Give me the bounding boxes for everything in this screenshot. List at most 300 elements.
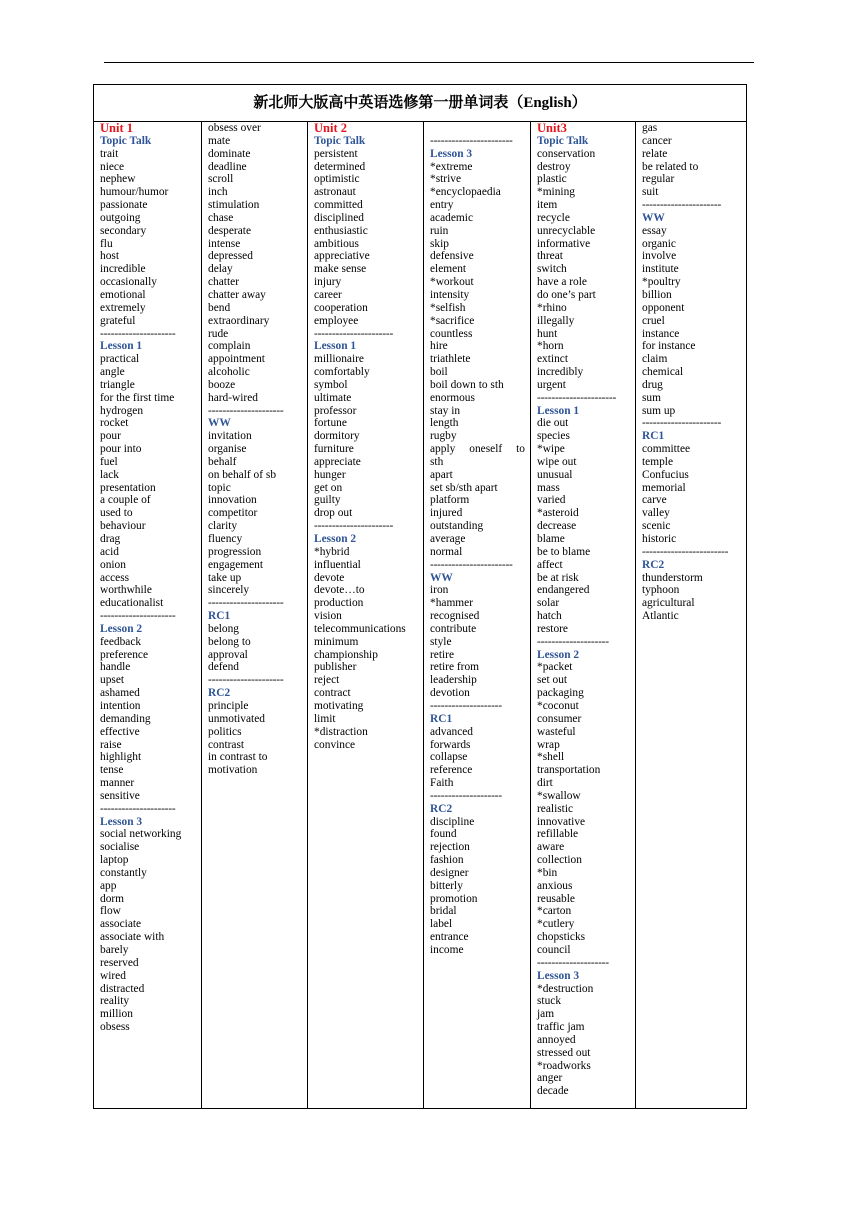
word-entry: upset [100, 674, 125, 687]
word-entry: belong to [208, 635, 251, 648]
word-entry: preference [100, 648, 149, 661]
word-entry: rude [208, 327, 229, 340]
word-entry: million [100, 1008, 133, 1021]
word-entry: outgoing [100, 211, 141, 224]
section-divider: ---------------------- [314, 520, 394, 533]
word-entry: urgent [537, 378, 566, 391]
word-entry: blame [537, 533, 565, 545]
word-entry: politics [208, 725, 242, 738]
word-entry: fortune [314, 417, 347, 430]
word-entry: affect [537, 558, 563, 571]
word-entry: normal [430, 545, 463, 558]
word-entry: opponent [642, 301, 685, 314]
word-entry: innovation [208, 494, 257, 507]
word-entry: forwards [430, 738, 471, 751]
word-entry: ultimate [314, 391, 352, 404]
word-entry: stimulation [208, 199, 260, 212]
word-entry: angle [100, 366, 125, 379]
word-entry: appreciative [314, 250, 370, 263]
word-entry: obsess [100, 1021, 130, 1034]
word-entry: take up [208, 571, 242, 584]
word-entry: barely [100, 944, 129, 956]
word-entry: hire [430, 340, 448, 353]
word-entry: entry [430, 199, 454, 212]
word-entry: conservation [537, 147, 596, 160]
word-entry: leadership [430, 674, 477, 687]
word-entry: secondary [100, 224, 147, 237]
word-entry: triathlete [430, 353, 471, 366]
word-entry: temple [642, 455, 673, 468]
word-entry: innovative [537, 815, 586, 828]
word-entry: *extreme [430, 160, 473, 173]
word-entry: designer [430, 866, 469, 879]
word-entry: unusual [537, 468, 573, 481]
word-entry: platform [430, 494, 470, 507]
word-entry: niece [100, 160, 125, 173]
word-entry: lack [100, 468, 119, 481]
word-entry: nephew [100, 173, 136, 186]
word-entry: influential [314, 558, 361, 571]
section-divider: ------------------------ [642, 545, 729, 558]
section-heading: RC2 [430, 802, 453, 815]
word-entry: endangered [537, 584, 590, 597]
word-entry: informative [537, 237, 591, 250]
word-entry: intense [208, 237, 241, 250]
word-entry: social networking [100, 828, 182, 841]
column-6 [636, 122, 748, 1108]
word-entry: guilty [314, 494, 341, 507]
word-entry: chatter [208, 276, 239, 289]
word-entry: app [100, 879, 117, 892]
word-entry: *hybrid [314, 545, 350, 558]
word-entry: suit [642, 186, 659, 199]
word-entry: behalf [208, 455, 237, 468]
word-entry: sth [430, 455, 444, 468]
word-entry: demanding [100, 712, 151, 725]
word-entry: drag [100, 533, 121, 545]
word-entry: publisher [314, 661, 357, 674]
word-entry: claim [642, 353, 668, 366]
section-divider: -------------------- [537, 635, 609, 648]
word-entry: *destruction [537, 982, 594, 995]
section-divider: ----------------------- [430, 558, 513, 571]
word-entry: stay in [430, 404, 461, 417]
word-entry: have a role [537, 276, 587, 289]
word-entry: invitation [208, 430, 252, 443]
word-entry: recognised [430, 610, 480, 623]
word-entry: *strive [430, 173, 462, 186]
word-entry: be at risk [537, 571, 579, 584]
word-entry: skip [430, 237, 449, 250]
word-entry: involve [642, 250, 677, 263]
word-entry: anger [537, 1072, 563, 1085]
word-entry: retire from [430, 661, 480, 674]
word-entry: intensity [430, 288, 470, 301]
word-entry: solar [537, 597, 560, 610]
word-entry: committed [314, 199, 363, 212]
word-entry: associate [100, 918, 142, 931]
word-entry: threat [537, 250, 563, 263]
word-entry: injured [430, 507, 463, 520]
word-entry: illegally [537, 314, 575, 327]
word-entry: Atlantic [642, 610, 679, 623]
word-entry: scroll [208, 173, 234, 186]
word-entry: dorm [100, 892, 125, 905]
word-entry: clarity [208, 520, 238, 533]
word-entry: instance [642, 327, 680, 340]
word-entry: income [430, 944, 464, 956]
word-entry: *asteroid [537, 507, 579, 520]
word-entry: institute [642, 263, 679, 276]
section-heading: Lesson 2 [314, 533, 357, 545]
word-entry: rocket [100, 417, 129, 430]
word-entry: bend [208, 301, 231, 314]
word-entry: relate [642, 147, 668, 160]
word-entry: optimistic [314, 173, 360, 186]
word-entry: apart [430, 468, 453, 481]
word-entry: depressed [208, 250, 253, 263]
word-entry: obsess over [208, 122, 261, 134]
word-entry: used to [100, 507, 133, 520]
word-entry: species [537, 430, 570, 443]
word-entry: ambitious [314, 237, 359, 250]
section-divider: -------------------- [537, 956, 609, 969]
header-rule [104, 62, 754, 63]
word-entry: laptop [100, 854, 129, 867]
word-entry: unrecyclable [537, 224, 596, 237]
word-entry: motivation [208, 764, 258, 777]
word-entry: constantly [100, 866, 147, 879]
word-entry: humour/humor [100, 186, 169, 199]
section-heading: WW [642, 211, 665, 224]
word-entry: telecommunications [314, 622, 406, 635]
section-heading: Lesson 3 [100, 815, 143, 828]
word-entry: *selfish [430, 301, 466, 314]
column-2 [202, 122, 308, 1108]
word-entry: passionate [100, 199, 148, 212]
column-1 [94, 122, 202, 1108]
word-entry: limit [314, 712, 336, 725]
word-entry: organise [208, 443, 247, 456]
word-entry: principle [208, 699, 249, 712]
word-entry: minimum [314, 635, 359, 648]
word-entry: sincerely [208, 584, 250, 597]
word-entry: behaviour [100, 520, 146, 533]
section-divider: ---------------------- [642, 417, 722, 430]
word-entry: pour into [100, 443, 142, 456]
word-entry: extremely [100, 301, 146, 314]
word-entry: switch [537, 263, 567, 276]
word-entry: cruel [642, 314, 665, 327]
word-entry: hydrogen [100, 404, 144, 417]
section-heading: Topic Talk [100, 134, 152, 147]
word-entry: disciplined [314, 211, 364, 224]
word-entry: *shell [537, 751, 565, 764]
unit-heading: Unit 2 [314, 122, 347, 135]
word-entry: Faith [430, 777, 454, 790]
word-entry: academic [430, 211, 473, 224]
word-entry: chatter away [208, 288, 266, 301]
section-heading: RC1 [642, 430, 665, 443]
word-entry: millionaire [314, 353, 364, 366]
section-divider: -------------------- [430, 789, 502, 802]
word-entry: cancer [642, 134, 672, 147]
word-entry: competitor [208, 507, 258, 520]
word-entry: consumer [537, 712, 582, 725]
word-entry: do one’s part [537, 288, 596, 301]
word-entry: refillable [537, 828, 579, 841]
word-entry: hunger [314, 468, 346, 481]
word-entry: bitterly [430, 879, 463, 892]
word-entry: grateful [100, 314, 136, 327]
word-entry: determined [314, 160, 366, 173]
word-entry: typhoon [642, 584, 680, 597]
word-entry: length [430, 417, 459, 430]
word-entry: get on [314, 481, 343, 494]
word-entry: progression [208, 545, 262, 558]
word-entry: make sense [314, 263, 367, 276]
word-entry: *bin [537, 866, 558, 879]
word-entry: injury [314, 276, 342, 289]
word-entry: decrease [537, 520, 577, 533]
word-entry: *mining [537, 186, 575, 199]
word-entry: defensive [430, 250, 474, 263]
word-entry: item [537, 199, 558, 212]
word-entry: effective [100, 725, 140, 738]
word-entry: valley [642, 507, 670, 520]
word-entry: outstanding [430, 520, 484, 533]
word-entry: *workout [430, 276, 474, 289]
word-entry: countless [430, 327, 473, 340]
word-entry: agricultural [642, 597, 695, 610]
word-entry: set out [537, 674, 568, 687]
word-entry: belong [208, 622, 240, 635]
word-entry: desperate [208, 224, 252, 237]
word-entry: iron [430, 584, 449, 597]
word-entry: bridal [430, 905, 457, 918]
section-heading: Lesson 1 [537, 404, 580, 417]
section-divider: --------------------- [100, 610, 176, 623]
word-entry: presentation [100, 481, 156, 494]
word-entry: style [430, 635, 452, 648]
word-entry: flu [100, 237, 113, 250]
word-entry: feedback [100, 635, 142, 648]
word-entry: onion [100, 558, 126, 571]
word-entry: be related to [642, 160, 699, 173]
word-entry: extraordinary [208, 314, 270, 327]
word-entry: advanced [430, 725, 474, 738]
word-entry: fashion [430, 854, 464, 867]
unit-heading: Unit 1 [100, 122, 133, 135]
word-entry: traffic jam [537, 1021, 585, 1034]
word-entry: career [314, 288, 342, 301]
word-entry: gas [642, 122, 658, 134]
vocabulary-table [93, 84, 747, 1109]
word-entry: rugby [430, 430, 457, 443]
section-heading: Lesson 3 [537, 969, 580, 982]
word-entry: transportation [537, 764, 601, 777]
word-entry: fuel [100, 455, 118, 468]
word-entry: unmotivated [208, 712, 265, 725]
word-entry: host [100, 250, 119, 263]
section-divider: --------------------- [208, 674, 284, 687]
word-entry: contract [314, 687, 351, 700]
section-divider: ----------------------- [430, 134, 513, 147]
word-entry: *rhino [537, 301, 567, 314]
word-entry: in contrast to [208, 751, 268, 764]
word-entry: tense [100, 764, 124, 777]
word-entry: aware [537, 841, 565, 854]
section-heading: Lesson 2 [537, 648, 580, 661]
word-entry: varied [537, 494, 566, 507]
word-entry: topic [208, 481, 231, 494]
word-entry: *cutlery [537, 918, 575, 931]
word-entry: reserved [100, 956, 139, 969]
column-3 [308, 122, 424, 1108]
word-entry: *roadworks [537, 1059, 591, 1072]
section-heading: Lesson 1 [314, 340, 357, 353]
word-entry [430, 122, 525, 135]
word-entry: astronaut [314, 186, 356, 199]
section-heading: WW [430, 571, 453, 584]
word-entry: furniture [314, 443, 354, 456]
word-entry: hatch [537, 610, 562, 623]
word-entry: average [430, 533, 466, 545]
word-entry: historic [642, 533, 677, 545]
word-entry: motivating [314, 699, 364, 712]
word-entry: council [537, 944, 571, 956]
word-entry: cooperation [314, 301, 368, 314]
word-entry: boil down to sth [430, 378, 504, 391]
word-entry: devotion [430, 687, 470, 700]
word-entry: a couple of [100, 494, 151, 507]
section-divider: -------------------- [430, 699, 502, 712]
word-entry: engagement [208, 558, 264, 571]
word-entry: drug [642, 378, 663, 391]
word-entry: comfortably [314, 366, 370, 379]
word-entry: *carton [537, 905, 572, 918]
word-entry: be to blame [537, 545, 591, 558]
word-entry: decade [537, 1085, 569, 1098]
section-heading: WW [208, 417, 231, 430]
section-heading: Topic Talk [314, 134, 366, 147]
word-entry: intention [100, 699, 141, 712]
word-entry: retire [430, 648, 455, 661]
section-divider: ---------------------- [642, 199, 722, 212]
word-entry: emotional [100, 288, 146, 301]
word-entry: *poultry [642, 276, 681, 289]
word-entry: mass [537, 481, 560, 494]
word-entry: trait [100, 147, 119, 160]
word-entry: for instance [642, 340, 696, 353]
section-heading: RC2 [642, 558, 665, 571]
word-entry: delay [208, 263, 233, 276]
word-entry: raise [100, 738, 122, 751]
word-entry: alcoholic [208, 366, 250, 379]
word-entry: chase [208, 211, 234, 224]
word-entry: vision [314, 610, 342, 623]
section-heading: RC1 [430, 712, 453, 725]
word-entry: dormitory [314, 430, 360, 443]
word-entry: discipline [430, 815, 475, 828]
word-entry: incredible [100, 263, 146, 276]
word-entry: appointment [208, 353, 265, 366]
word-entry: recycle [537, 211, 570, 224]
section-heading: Lesson 3 [430, 147, 473, 160]
word-entry: devote [314, 571, 345, 584]
word-entry: contrast [208, 738, 245, 751]
word-entry: occasionally [100, 276, 157, 289]
word-entry: ashamed [100, 687, 140, 700]
word-entry: *coconut [537, 699, 579, 712]
word-entry: complain [208, 340, 251, 353]
word-entry: fluency [208, 533, 243, 545]
word-entry: symbol [314, 378, 348, 391]
word-entry: wired [100, 969, 126, 982]
word-entry: dominate [208, 147, 251, 160]
word-entry: *sacrifice [430, 314, 475, 327]
word-entry: chopsticks [537, 931, 586, 944]
word-entry: *encyclopaedia [430, 186, 501, 199]
word-entry: for the first time [100, 391, 175, 404]
word-entry: carve [642, 494, 667, 507]
word-entry: hard-wired [208, 391, 258, 404]
word-entry: employee [314, 314, 359, 327]
word-entry: pour [100, 430, 121, 443]
column-5 [531, 122, 636, 1108]
word-entry: scenic [642, 520, 671, 533]
word-entry: enormous [430, 391, 475, 404]
word-entry: production [314, 597, 364, 610]
word-entry: mate [208, 134, 231, 147]
word-entry: Confucius [642, 468, 689, 481]
word-entry: committee [642, 443, 691, 456]
word-entry: wrap [537, 738, 560, 751]
word-entry: reality [100, 995, 130, 1008]
word-entry: acid [100, 545, 119, 558]
word-entry: on behalf of sb [208, 468, 277, 481]
word-entry: extinct [537, 353, 568, 366]
word-entry: regular [642, 173, 675, 186]
word-entry: *distraction [314, 725, 368, 738]
section-divider: --------------------- [100, 802, 176, 815]
word-entry: annoyed [537, 1033, 576, 1046]
word-entry: boil [430, 366, 448, 379]
word-entry: jam [537, 1008, 555, 1021]
section-heading: Lesson 2 [100, 622, 143, 635]
word-entry: *packet [537, 661, 573, 674]
word-entry: *horn [537, 340, 564, 353]
word-entry: element [430, 263, 467, 276]
word-entry: entrance [430, 931, 469, 944]
word-entry: contribute [430, 622, 477, 635]
word-entry: socialise [100, 841, 140, 854]
word-entry: *hammer [430, 597, 474, 610]
section-heading: Topic Talk [537, 134, 589, 147]
word-entry: packaging [537, 687, 584, 700]
word-entry: stressed out [537, 1046, 591, 1059]
word-entry: memorial [642, 481, 686, 494]
word-entry: *wipe [537, 443, 565, 456]
word-entry: persistent [314, 147, 358, 160]
word-entry: restore [537, 622, 568, 635]
word-entry: wasteful [537, 725, 576, 738]
word-entry: chemical [642, 366, 684, 379]
word-entry: label [430, 918, 453, 931]
table-title: 新北师大版高中英语选修第一册单词表（English） [94, 85, 746, 122]
word-entry: practical [100, 353, 140, 366]
word-entry: flow [100, 905, 121, 918]
